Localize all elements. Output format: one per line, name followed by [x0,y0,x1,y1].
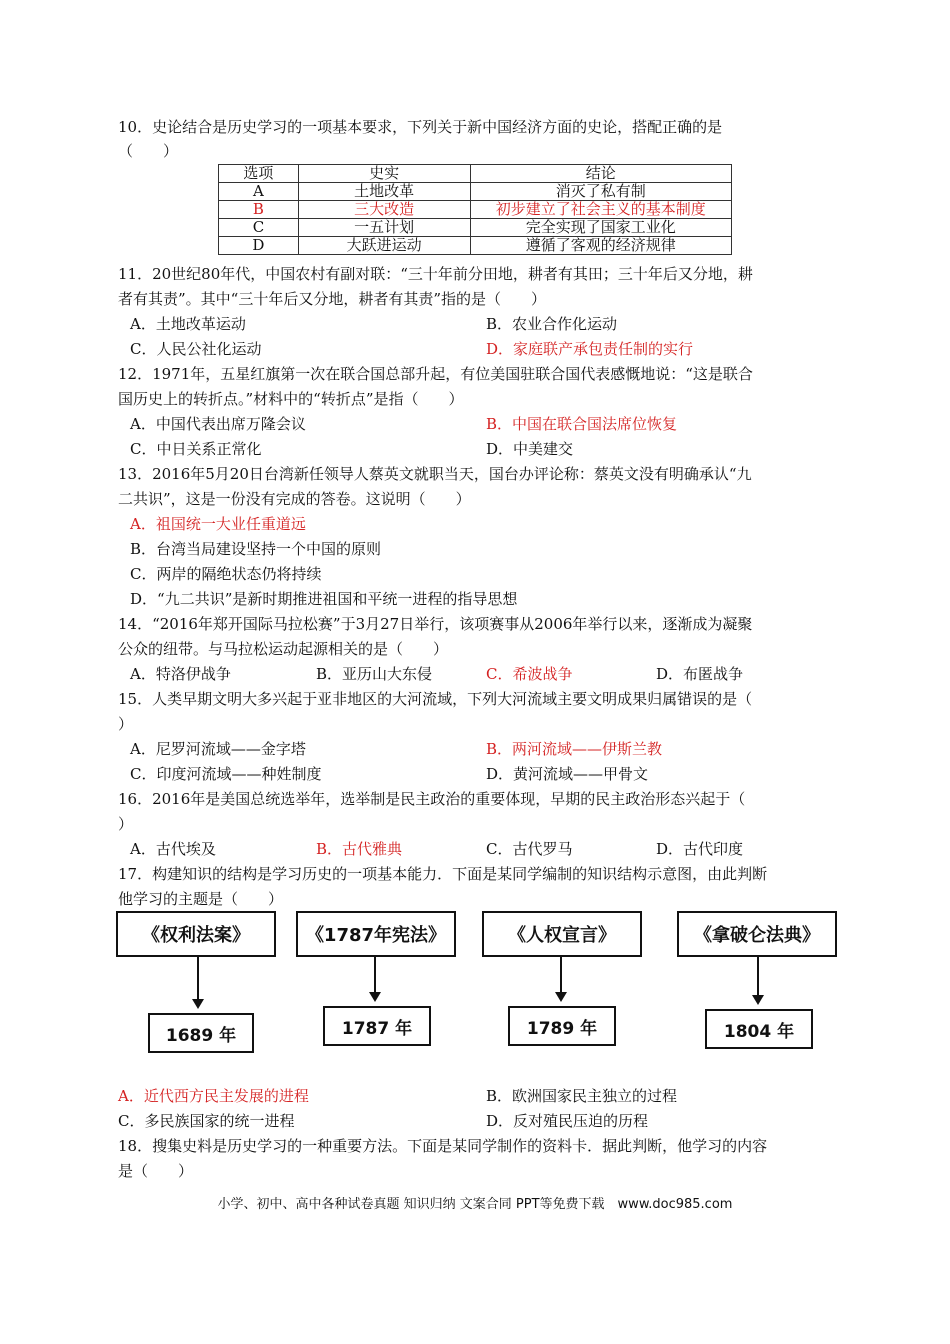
header-option: 选项 [219,165,299,183]
year-box-1689: 1689 年 [148,1013,254,1053]
cell-option: A [219,183,299,201]
q11-option-c: C．人民公社化运动 [130,340,262,358]
q16-option-b-answer: B．古代雅典 [316,840,403,858]
table-row [219,219,732,237]
header-conclusion: 结论 [470,165,731,183]
q14-option-a: A．特洛伊战争 [130,665,231,683]
q16-option-c: C．古代罗马 [486,840,573,858]
q17-option-b: B．欧洲国家民主独立的过程 [486,1087,678,1105]
year-box-1789: 1789 年 [508,1006,616,1046]
q13-option-d: D．“九二共识”是新时期推进祖国和平统一进程的指导思想 [130,590,518,608]
cell-option: C [219,219,299,237]
q17-line2: 他学习的主题是（ ） [118,890,284,908]
q14-line2: 公众的纽带。与马拉松运动起源相关的是（ ） [118,640,449,658]
doc-box-1787-constitution: 《1787年宪法》 [296,911,456,957]
q14-line1: 14．“2016年郑开国际马拉松赛”于3月27日举行，该项赛事从2006年举行以来，逐渐成为凝聚 [118,615,753,633]
arrow-down-icon [197,955,199,1007]
q16-line2: ） [118,815,134,833]
q17-option-c: C．多民族国家的统一进程 [118,1112,295,1130]
q11-option-b: B．农业合作化运动 [486,315,618,333]
doc-box-bill-of-rights: 《权利法案》 [116,911,276,957]
cell-option: B [219,201,299,219]
q15-line1: 15．人类早期文明大多兴起于亚非地区的大河流域，下列大河流域主要文明成果归属错误的是（ [118,690,753,708]
year-box-1804: 1804 年 [705,1009,813,1049]
q12-line1: 12．1971年，五星红旗第一次在联合国总部升起，有位美国驻联合国代表感慨地说：“这是联合 [118,365,753,383]
q13-option-a-answer: A．祖国统一大业任重道远 [130,515,306,533]
q16-option-d: D．古代印度 [656,840,744,858]
q12-option-a: A．中国代表出席万隆会议 [130,415,306,433]
q11-line2: 者有其责”。其中“三十年后又分地，耕者有其责”指的是（ ） [118,290,547,308]
cell-option: D [219,237,299,255]
cell-fact: 三大改造 [298,201,470,219]
q12-option-d: D．中美建交 [486,440,574,458]
q13-line1: 13．2016年5月20日台湾新任领导人蔡英文就职当天，国台办评论称：蔡英文没有明确承认“九 [118,465,752,483]
page-footer: 小学、初中、高中各种试卷真题 知识归纳 文案合同 PPT等免费下载 www.doc985.com [217,1197,733,1212]
cell-fact: 一五计划 [298,219,470,237]
cell-fact: 土地改革 [298,183,470,201]
cell-conclusion: 消灭了私有制 [470,183,731,201]
table-row [219,183,732,201]
cell-conclusion: 完全实现了国家工业化 [470,219,731,237]
q14-option-d: D．布匿战争 [656,665,744,683]
q15-line2: ） [118,715,134,733]
q11-option-d-answer: D．家庭联产承包责任制的实行 [486,340,694,358]
q17-option-d: D．反对殖民压迫的历程 [486,1112,649,1130]
year-box-1787: 1787 年 [323,1006,431,1046]
q10-paren: （ ） [118,142,179,160]
arrow-down-icon [757,955,759,1003]
q15-option-c: C．印度河流域——种姓制度 [130,765,322,783]
q15-option-a: A．尼罗河流域——金字塔 [130,740,306,758]
arrow-down-icon [560,955,562,1000]
q11-line1: 11．20世纪80年代，中国农村有副对联：“三十年前分田地，耕者有其田；三十年后又分地，耕 [118,265,753,283]
header-fact: 史实 [298,165,470,183]
q14-option-c-answer: C．希波战争 [486,665,573,683]
q10-stem: 10．史论结合是历史学习的一项基本要求，下列关于新中国经济方面的史论，搭配正确的是 [118,118,723,136]
q15-option-b-answer: B．两河流域——伊斯兰教 [486,740,663,758]
q14-option-b: B．亚历山大东侵 [316,665,433,683]
q16-line1: 16．2016年是美国总统选举年，选举制是民主政治的重要体现，早期的民主政治形态兴起于（ [118,790,746,808]
q18-line2: 是（ ） [118,1162,194,1180]
table-header-row [219,165,732,183]
cell-conclusion: 遵循了客观的经济规律 [470,237,731,255]
q17-line1: 17．构建知识的结构是学习历史的一项基本能力．下面是某同学编制的知识结构示意图，由此判断 [118,865,768,883]
cell-fact: 大跃进运动 [298,237,470,255]
q13-line2: 二共识”，这是一份没有完成的答卷。这说明（ ） [118,490,471,508]
table-row [219,237,732,255]
q11-option-a: A．土地改革运动 [130,315,246,333]
q13-option-c: C．两岸的隔绝状态仍将持续 [130,565,322,583]
table-row-answer [219,201,732,219]
q12-line2: 国历史上的转折点。”材料中的“转折点”是指（ ） [118,390,464,408]
doc-box-declaration-rights: 《人权宣言》 [482,911,642,957]
cell-conclusion: 初步建立了社会主义的基本制度 [470,201,731,219]
q13-option-b: B．台湾当局建设坚持一个中国的原则 [130,540,382,558]
arrow-down-icon [374,955,376,1000]
q18-line1: 18．搜集史料是历史学习的一种重要方法。下面是某同学制作的资料卡．据此判断，他学习的内容 [118,1137,768,1155]
q15-option-d: D．黄河流域——甲骨文 [486,765,649,783]
doc-box-napoleonic-code: 《拿破仑法典》 [677,911,837,957]
q17-option-a-answer: A．近代西方民主发展的进程 [118,1087,309,1105]
q12-option-b-answer: B．中国在联合国法席位恢复 [486,415,678,433]
q12-option-c: C．中日关系正常化 [130,440,262,458]
q16-option-a: A．古代埃及 [130,840,216,858]
q10-table [218,164,732,255]
